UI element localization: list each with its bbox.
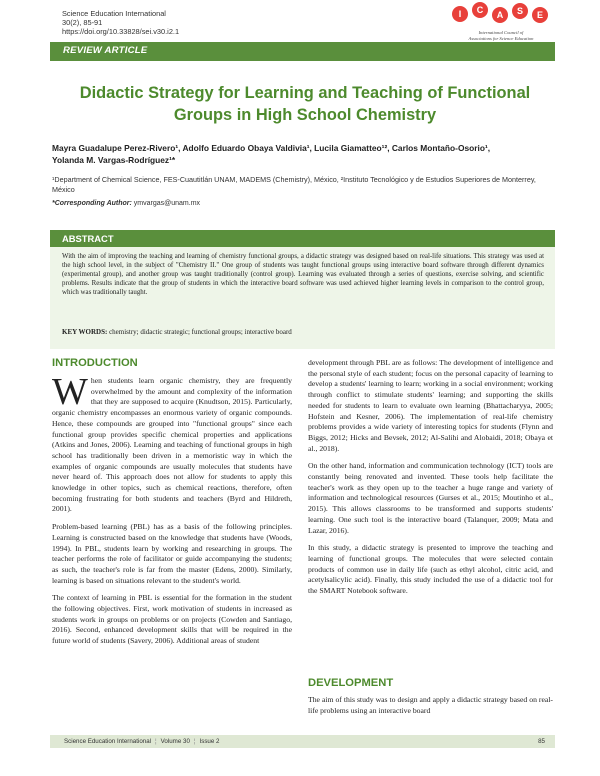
page-footer [50,735,555,748]
abstract-heading: ABSTRACT [62,233,114,244]
author-list [52,143,552,166]
corresponding-email[interactable]: ymvargas@unam.mx [133,200,201,207]
paragraph-text: hen students learn organic chemistry, they are frequently overwhelmed by the amount and complexity of the information that they are supposed to acquire (Knudtson, 2015). Particularly, organic chemistry encompasses an enormous variety of organic compounds. Hence, these compounds are grouped into "functional groups" since each functional group provides specific chemical properties and applications (Atkins and Jones, 2006). Learning and teaching of functional groups in high school has traditionally been driven in a memoristic way in which the examples of organic compounds are usually molecules that students have never heard of. This approach does not allow for students to apply this knowledge in other topics, such as chemical reactions, therefore, often becoming frustrating for both students and teachers (Byrd and Hildreth, 2001). [52,376,292,514]
journal-name: Science Education International [62,9,166,18]
right-column [308,358,553,604]
logo-letter: S [512,3,528,19]
left-column [52,371,292,654]
abstract-section [50,230,555,349]
logo-letter: A [492,7,508,23]
abstract-text: With the aim of improving the teaching and learning of chemistry functional groups, a didactic strategy was designed based on real-life situations. This strategy was used at the high school level, in the subject of "Chemistry II." One group of students was taught functional groups using interactive board software through different dynamics (experimental group), and another group was taught traditionally (control group). Learning was evaluated through a series of questions, exercise solving, and scientific problems. Results indicate that the group of students in which the interactive board software was used achieved higher learning levels in comparison to the control group, which was traditionally taught. [62,253,544,296]
logo-letter: C [472,2,488,18]
corresponding-author [52,200,200,207]
author-line: Mayra Guadalupe Perez-Rivero¹, Adolfo Eduardo Obaya Valdivia¹, Lucila Giamatteo¹², Carlos Montaño-Osorio¹, [52,143,491,153]
intro-paragraph: On the other hand, information and communication technology (ICT) tools are constantly being renovated and invented. These tools help facilitate the teacher's work as they open up to the teacher a huge range and variety of information and technological resources (Gurses et al., 2015; Moutinho et al., 2015). This allows classrooms to be transformed and supports students' learning. One such tool is the interactive board (Talanquer, 2009; Mata and Lazar, 2016). [308,461,553,535]
keywords-list: chemistry; didactic strategic; functional groups; interactive board [109,328,292,336]
footer-separator: ¦ [155,738,157,745]
footer-issue: Issue 2 [199,738,220,745]
keywords-label: KEY WORDS: [62,328,108,336]
article-title: Didactic Strategy for Learning and Teaching of Functional Groups in High School Chemistry [79,84,531,124]
footer-journal: Science Education International [64,738,152,745]
logo-letter: I [452,6,468,22]
icase-logo-tagline [446,30,556,41]
development-text [308,695,553,723]
article-type-banner [50,42,555,61]
intro-paragraph [52,371,292,515]
journal-info [62,9,179,37]
drop-cap: W [52,371,88,413]
tagline-line: International Council of [478,30,524,35]
author-line: Yolanda M. Vargas-Rodríguez¹* [52,154,176,165]
introduction-heading: INTRODUCTION [52,357,138,369]
affiliations: ¹Department of Chemical Science, FES-Cuautitlán UNAM, MADEMS (Chemistry), México, ²Instituto Tecnológico y de Estudios Superiores de Monterrey, México [52,175,536,194]
intro-paragraph: In this study, a didactic strategy is presented to improve the teaching and learning of functional groups. The molecules that were selected contain products of common use in daily life (such as ethyl alcohol, citric acid, and acetylsalicylic acid). Finally, this study included the use of a didactic tool for the SMART Notebook software. [308,543,553,596]
tagline-line: Associations for Science Education [468,35,534,41]
intro-paragraph: development through PBL are as follows: The development of intelligence and the personal style of each student; focus on the personal capacity of learning to develop a students' learning to learn; working in a social environment; working through conflict to stimulate students' learning; and supporting the skills needed for students to learn to evaluate own learning (Bhattacharyya, 2005; Hofstein and Kesner, 2006). The implementation of real-life chemistry problems provides a wide variety of interesting topics for students (Flynn and Biggs, 2012; Hicks and Bevsek, 2012; Al-Salihi and Alobaidi, 2018; Obaya et al., 2018). [308,358,553,453]
keywords [62,328,544,336]
development-heading: DEVELOPMENT [308,677,394,689]
corresponding-label: *Corresponding Author: [52,200,132,207]
footer-separator: ¦ [193,738,196,745]
icase-logo-letters [452,2,552,24]
journal-volume-issue: 30(2), 85-91 [62,18,103,28]
footer-volume: Volume 30 [160,738,190,745]
intro-paragraph: The context of learning in PBL is essential for the formation in the student the following objectives. First, work motivation of students in increased as students work in groups on problems or on projects (Cowden and Santiago, 2016). Second, enhanced development skills that will be required in the future world of students (Savery, 2006). Additional areas of student [52,593,292,646]
footer-citation [64,738,219,745]
journal-doi-link[interactable]: https://doi.org/10.33828/sei.v30.i2.1 [62,27,180,37]
intro-paragraph: Problem-based learning (PBL) has as a basis of the following principles. Learning is constructed based on the knowledge that students have (Woods, 1994). In PBL, students learn by working and researching in groups. The teacher performs the role of facilitator or guide accompanying the students; as such, the teacher's role is far from the master (Edens, 2000). Similarly, learning is based on situations relevant to the student's world. [52,522,292,585]
abstract-header [50,230,555,247]
page-number: 85 [538,738,545,745]
article-type-label: REVIEW ARTICLE [63,45,148,56]
development-paragraph: The aim of this study was to design and apply a didactic strategy based on real-life problems using an interactive board [308,695,553,715]
logo-letter: E [532,7,548,23]
